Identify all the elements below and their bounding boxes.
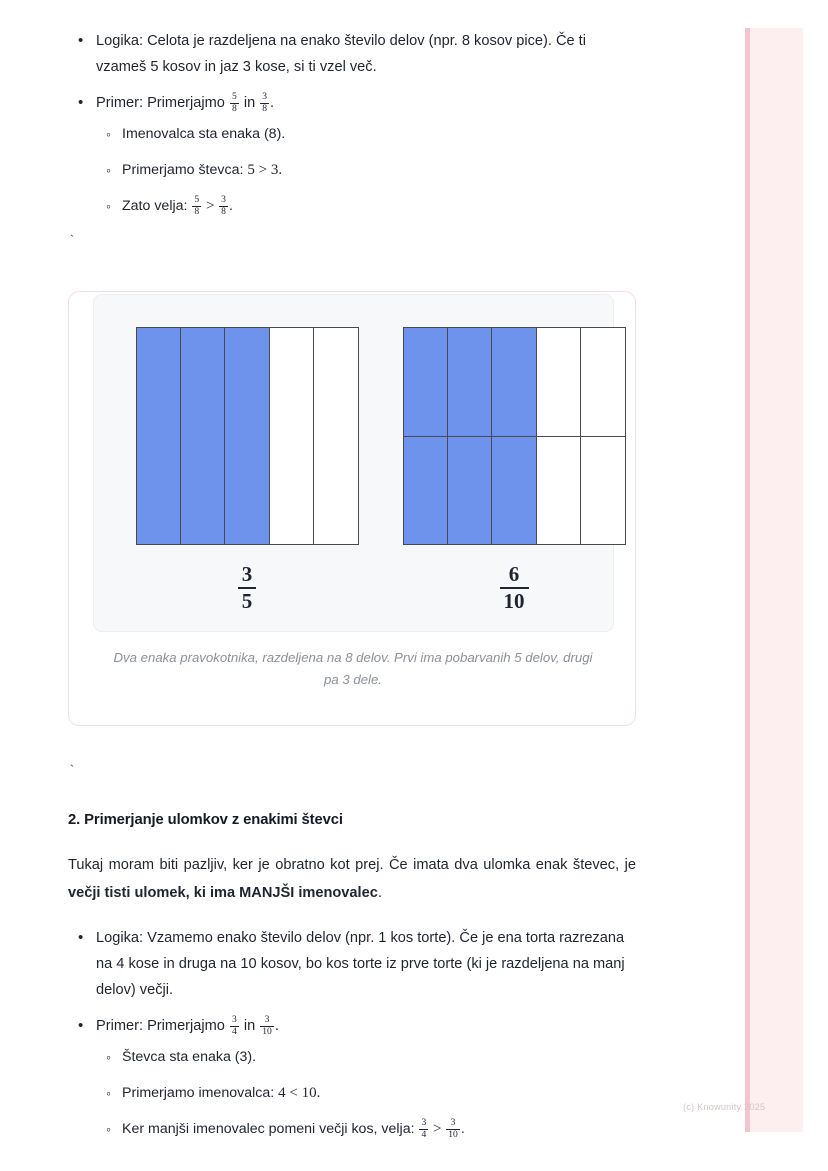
fraction-5-8: $\frac{5}{8}$ <box>194 194 200 217</box>
decorative-pink-rail <box>745 28 803 1132</box>
inline-math-operator: > <box>429 1121 446 1137</box>
list-item <box>122 194 636 218</box>
top-bullet-list <box>68 28 636 218</box>
section-paragraph <box>68 851 636 907</box>
list-item <box>122 1045 636 1069</box>
inline-math-compare: 5 > 3. <box>247 162 283 178</box>
sub-bullet-suffix: . <box>228 198 233 214</box>
fraction-denominator: 5 <box>238 587 257 614</box>
fraction-3-8: $\frac{3}{8}$ <box>262 91 268 114</box>
top-sub-bullet-list <box>96 122 636 218</box>
list-item <box>122 158 636 182</box>
sub-bullet-text: Imenovalca sta enaka (8). <box>122 126 286 142</box>
fraction-3-10: $\frac{3}{10}$ <box>262 1014 272 1037</box>
list-item <box>94 28 636 80</box>
fraction-numerator: 6 <box>508 562 520 586</box>
sub-bullet-text: Zato velja: <box>122 198 192 214</box>
fraction-denominator: 10 <box>500 587 529 614</box>
sub-bullet-text: Primerjamo števca: <box>122 162 248 178</box>
fraction-3-10: $\frac{3}{10}$ <box>448 1117 458 1140</box>
fraction-bar-left <box>136 327 359 545</box>
list-item <box>94 1013 636 1141</box>
fraction-cell <box>137 328 181 545</box>
list-item <box>122 1081 636 1105</box>
list-item <box>94 90 636 218</box>
bullet-text: Logika: Celota je razdeljena na enako število delov (npr. 8 kosov pice). Če ti vzameš 5 kosov in jaz 3 kose, si ti vzel več. <box>96 33 586 75</box>
sub-bullet-text: Ker manjši imenovalec pomeni večji kos, velja: <box>122 1121 419 1137</box>
fraction-cell <box>314 328 358 545</box>
paragraph-text-part2: . <box>377 885 382 901</box>
stray-backtick-mark-2: ` <box>68 763 76 778</box>
fraction-cell <box>581 328 625 437</box>
list-item <box>122 1117 636 1141</box>
fraction-label-right <box>500 563 529 613</box>
watermark: (c) Knowunity 2025 <box>683 1102 766 1112</box>
list-item <box>122 122 636 146</box>
fraction-cell <box>581 437 625 546</box>
bullet-text-suffix: . <box>274 1018 279 1034</box>
fraction-cell <box>448 328 492 437</box>
fraction-cell <box>181 328 225 545</box>
fraction-numerator: 3 <box>241 562 253 586</box>
bottom-sub-bullet-list <box>96 1045 636 1141</box>
fraction-figure-left <box>134 327 360 613</box>
sub-bullet-suffix: . <box>460 1121 465 1137</box>
section-heading: 2. Primerjanje ulomkov z enakimi števci <box>68 812 343 828</box>
document-content <box>68 28 636 228</box>
fraction-3-4: $\frac{3}{4}$ <box>421 1117 427 1140</box>
paragraph-text-part1: Tukaj moram biti pazljiv, ker je obratno kot prej. Če imata dva ulomka enak števec, je <box>68 857 636 873</box>
fraction-cell <box>404 328 448 437</box>
fraction-cell <box>225 328 269 545</box>
fraction-cell <box>404 437 448 546</box>
bullet-text-middle: in <box>239 1018 260 1034</box>
inline-math-compare: 4 < 10. <box>278 1085 321 1101</box>
bullet-text-suffix: . <box>270 95 275 111</box>
fraction-cell <box>492 328 536 437</box>
list-item <box>94 925 636 1003</box>
fraction-cell <box>448 437 492 546</box>
bullet-text: Primer: Primerjajmo <box>96 1018 229 1034</box>
fraction-bar-right <box>403 327 626 545</box>
sub-bullet-text: Števca sta enaka (3). <box>122 1049 257 1065</box>
inline-math-operator: > <box>202 198 219 214</box>
fraction-cell <box>270 328 314 545</box>
fraction-label-left <box>238 563 257 613</box>
bottom-bullets-container <box>68 925 636 1151</box>
fraction-figure-right <box>401 327 627 613</box>
bullet-text: Logika: Vzamemo enako število delov (npr. 1 kos torte). Če je ena torta razrezana na 4 kose in druga na 10 kosov, bo kos torte iz prve torte (ki je razdeljena na manj delov) večji. <box>96 930 625 998</box>
fraction-3-8: $\frac{3}{8}$ <box>221 194 226 217</box>
bullet-text-middle: in <box>239 95 260 111</box>
paragraph-text-bold: večji tisti ulomek, ki ima MANJŠI imenovalec <box>68 885 378 901</box>
bottom-bullet-list <box>68 925 636 1141</box>
stray-backtick-mark-1: ` <box>68 233 76 248</box>
bullet-text: Primer: Primerjajmo <box>96 95 229 111</box>
fraction-5-8: $\frac{5}{8}$ <box>231 91 237 114</box>
fraction-3-4: $\frac{3}{4}$ <box>231 1014 237 1037</box>
figure-card <box>68 291 636 726</box>
sub-bullet-text: Primerjamo imenovalca: <box>122 1085 279 1101</box>
figure-caption: Dva enaka pravokotnika, razdeljena na 8 delov. Prvi ima pobarvanih 5 delov, drugi pa 3 dele. <box>113 650 593 687</box>
fraction-cell <box>492 437 536 546</box>
fraction-cell <box>537 437 581 546</box>
fraction-cell <box>537 328 581 437</box>
figure-panel <box>93 294 614 632</box>
